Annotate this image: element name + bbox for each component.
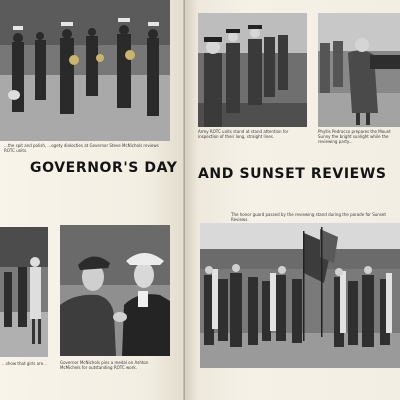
caption-girls: ...show that girls are...: [2, 361, 47, 366]
photo-medal-ceremony: [60, 225, 170, 356]
headline-right: AND SUNSET REVIEWS: [198, 166, 387, 182]
photo-marching-girls: [0, 227, 48, 357]
photo-marching-band: [0, 0, 170, 141]
caption-band: ...the spit and polish, ...ogety dialocties at Governor Steve McNichols reviews ROTC units.: [4, 143, 159, 153]
photo-phyllis-pedracco: [318, 13, 400, 127]
right-page: [185, 0, 400, 400]
photo-honor-guard-parade: [200, 223, 400, 368]
headline-left: GOVERNOR'S DAY: [30, 160, 178, 176]
caption-army: Army ROTC units stand at stand attention for inspection of their long, straight lines.: [198, 129, 289, 139]
left-page: [0, 0, 185, 400]
caption-medal: Governor McNichols pins a medal on Ashton McMichels for outstanding ROTC work.: [60, 360, 149, 370]
caption-honor-guard: The honor guard passed by the reviewing stand during the parade for Sunset Reviews.: [231, 212, 386, 222]
caption-phyllis: Phyllis Pedracco prepares the Mount Sunny the bright sunlight while the reviewing party...: [318, 129, 391, 144]
photo-army-rotc-inspection: [198, 13, 307, 127]
